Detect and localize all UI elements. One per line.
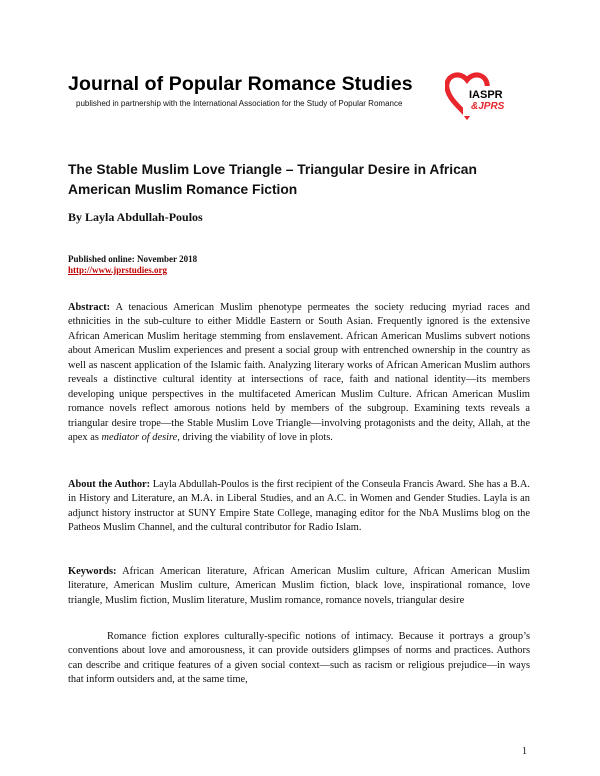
iaspr-logo-icon — [445, 72, 513, 124]
about-author-text: Layla Abdullah-Poulos is the first recipient of the Conseula Francis Award. She has a B.A. in History and Literature, an M.A. in Liberal Studies, and an A.C. in Women and Gender Studies. Layla is an adjunct history instructor at SUNY Empire State College, managing editor for the NbA Muslims blog on the Patheos Muslim Channel, and the cultural contributor for Radio Islam. — [68, 479, 530, 534]
abstract-paragraph — [68, 301, 530, 446]
abstract-label: Abstract: — [68, 302, 111, 313]
keywords-label: Keywords: — [68, 566, 117, 577]
abstract-text-end: , driving the viability of love in plots. — [177, 432, 333, 444]
page-number: 1 — [522, 746, 527, 757]
journal-link[interactable]: http://www.jprstudies.org — [68, 265, 168, 275]
keywords-paragraph — [68, 565, 530, 608]
journal-subtitle: published in partnership with the International Association for the Study of Popular Romance — [76, 99, 403, 108]
published-date: Published online: November 2018 — [68, 254, 198, 264]
journal-title: Journal of Popular Romance Studies — [68, 73, 413, 95]
logo-text-top: IASPR — [469, 89, 503, 101]
about-author-paragraph — [68, 478, 530, 536]
publication-info — [68, 254, 197, 276]
logo-text-bottom: &JPRS — [471, 101, 505, 112]
abstract-italic: mediator of desire — [101, 432, 178, 444]
article-author: By Layla Abdullah-Poulos — [68, 210, 203, 224]
abstract-text: A tenacious American Muslim phenotype permeates the society reducing myriad races and ethnicities in the sub-culture to either Middle Eastern or South Asian. Frequently ignored is the extensive African American Muslim heritage stemming from enslavement. African American Muslims subvert notions about American Muslim experiences and present a social group with entrenched ownership in the country as well as nascent application of the Islamic faith. Analyzing literary works of African American Muslim authors reveals a distinctive cultural identity at intersections of race, faith and national identity—its members developing unique perspectives in the multifaceted American Muslim Culture. African American Muslim romance novels reflect amorous notions held by members of the subgroup. Examining texts reveals a triangular desire trope—the Stable Muslim Love Triangle—involving protagonists and the deity, Allah, at the apex as — [68, 302, 530, 444]
intro-paragraph: Romance fiction explores culturally-specific notions of intimacy. Because it portrays a group’s conventions about love and amorousness, it can provide outsiders glimpses of norms and practices. Authors can describe and critique features of a given social context—such as racism or religious prejudice—in ways that inform outsiders and, at the same time, — [68, 631, 530, 686]
about-author-label: About the Author: — [68, 479, 151, 490]
keywords-text: African American literature, African American Muslim culture, African American Muslim literature, American Muslim culture, American Muslim fiction, black love, inspirational romance, love triangle, Muslim fiction, Muslim literature, Muslim romance, romance novels, triangular desire — [68, 566, 530, 606]
article-title: The Stable Muslim Love Triangle – Triangular Desire in African American Muslim Romance Fiction — [68, 162, 477, 197]
